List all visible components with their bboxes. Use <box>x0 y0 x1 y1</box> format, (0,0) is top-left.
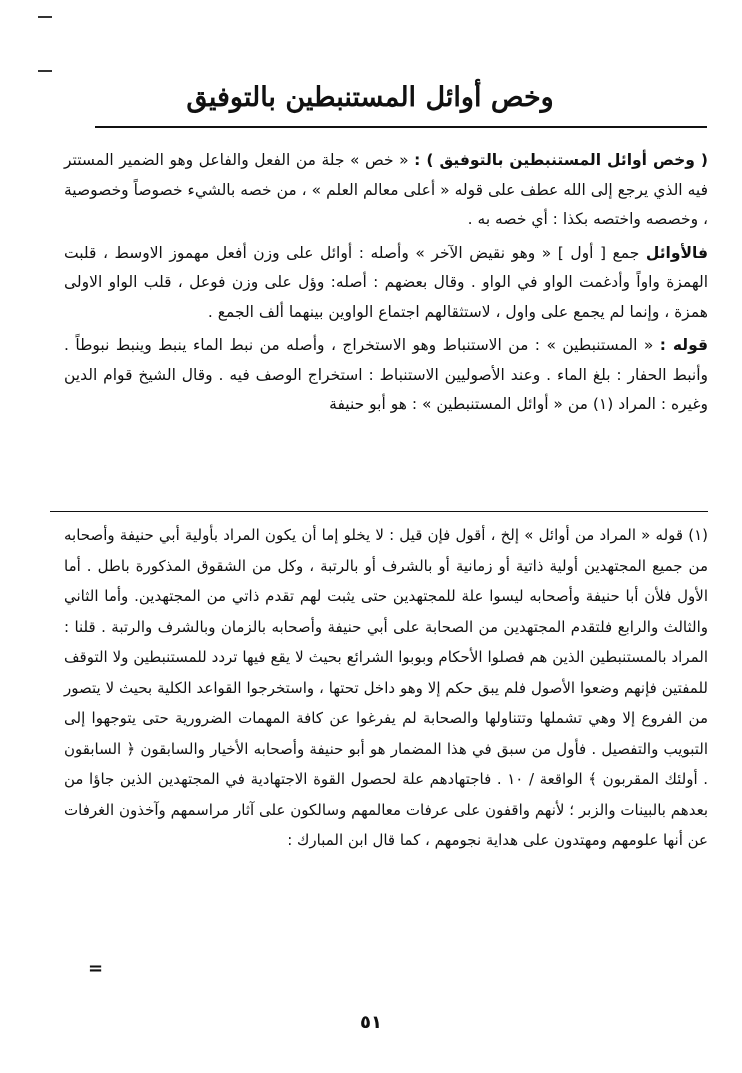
paragraph-lead: ( وخص أوائل المستنبطين بالتوفيق ) : <box>414 151 709 169</box>
continuation-mark: = <box>88 958 104 979</box>
footnote-divider <box>50 511 708 512</box>
header-rule <box>95 126 707 128</box>
paragraph <box>64 331 708 420</box>
margin-mark <box>38 16 52 18</box>
footnote <box>64 520 708 856</box>
margin-mark <box>38 70 52 72</box>
paragraph <box>64 146 708 235</box>
paragraph-lead: قوله : <box>659 336 708 354</box>
page-number: ٥١ <box>360 1012 382 1033</box>
paragraph-text: « المستنبطين » : من الاستنباط وهو الاستخراج ، وأصله من نبط الماء ينبط وينبط نبوطاً . وأنبط الحفار : بلغ الماء . وعند الأصوليين الاستنباط : استخراج الوصف فيه . وقال الشيخ قوام الدين وغيره : المراد (١) من « أوائل المستنبطين » : هو أبو حنيفة <box>64 336 708 413</box>
paragraph-text: جمع [ أول ] « وهو نقيض الآخر » وأصله : أوائل على وزن أفعل مهموز الاوسط ، قلبت الهمزة واواً وأدغمت الواو في الواو . وقال بعضهم : أصله: وؤل على وزن فوعل ، قلب الواو الاولى همزة ، وإنما لم يجمع على واول ، لاستثقالهم اجتماع الواوين بينهما ألف الجمع . <box>64 243 708 321</box>
footnote-text: (١) قوله « المراد من أوائل » إلخ ، أقول فإن قيل : لا يخلو إما أن يكون المراد بأولية أبي حنيفة وأصحابه من جميع المجتهدين أولية ذاتية أو زمانية أو بالشرف أو بالرتبة ، وكل من الشقوق المذكورة باطل . أما الأول فلأن أبا حنيفة وأصحابه ليسوا علة للمجتهدين حتى يثبت لهم تقدم ذاتي من المجتهدين. وأما الثاني والثالث والرابع فلتقدم المجتهدين من الصحابة على أبي حنيفة وأصحابه بالزمان وبالشرف والرتبة . قلنا : المراد بالمستنبطين الذين هم فصلوا الأحكام وبوبوا الشرائع بحيث لا يقع فيها تردد للمستنبطين ولا التوقف للمفتين فإنهم وضعوا الأصول فلم يبق حكم إلا وهو داخل تحتها ، واستخرجوا القواعد الكلية بحيث لا يتصور من الفروع إلا وهي تشملها وتتناولها والصحابة لم يفرغوا عن كافة المهمات الضرورية حتى يتوجهوا إلى التبويب والتفصيل . فأول من سبق في هذا المضمار هو أبو حنيفة وأصحابه الأخيار والسابقون ﴿ السابقون . أولئك المقربون ﴾ الواقعة / ١٠ . فاجتهادهم علة لحصول القوة الاجتهادية في المجتهدين الذين جاؤا من بعدهم بالبينات والزبر ؛ لأنهم واقفون على عرفات معالمهم وسالكون على آثار مراسمهم وآخذون الغرفات عن أنها علومهم ومهتدون على هداية نجومهم ، كما قال ابن المبارك : <box>64 526 708 849</box>
paragraph <box>64 239 708 328</box>
running-header: وخص أوائل المستنبطين بالتوفيق <box>186 82 554 113</box>
paragraph-text: « خص » جلة من الفعل والفاعل وهو الضمير المستتر فيه الذي يرجع إلى الله عطف على قوله « أعلى معالم العلم » ، من خصه بالشيء خصوصاً وخصوصية ، وخصصه واختصه بكذا : أي خصه به . <box>64 151 708 228</box>
main-text <box>64 146 708 420</box>
paragraph-lead: فالأوائل <box>645 243 708 262</box>
